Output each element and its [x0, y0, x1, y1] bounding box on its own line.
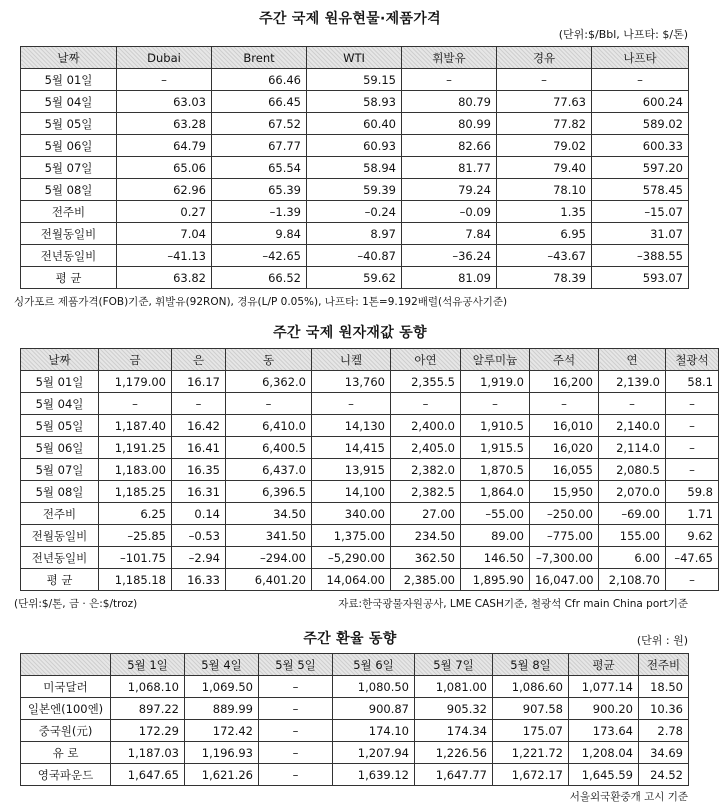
fx-row-label: 중국원(元)	[21, 720, 111, 742]
oil-table-cell: 66.46	[212, 69, 307, 91]
oil-table-cell: 81.77	[402, 157, 497, 179]
oil-table-cell: 600.24	[592, 91, 689, 113]
fx-header-cell: 5월 8일	[493, 654, 569, 676]
oil-table-cell: 7.04	[117, 223, 212, 245]
metal-table-row	[21, 415, 719, 437]
fx-table-cell: 1,645.59	[569, 764, 639, 786]
oil-table-cell: 589.02	[592, 113, 689, 135]
metal-table-cell: –	[666, 437, 719, 459]
oil-table-cell: 593.07	[592, 267, 689, 289]
metal-table-row	[21, 503, 719, 525]
oil-table-cell: –41.13	[117, 245, 212, 267]
metal-table-cell: 2,108.70	[599, 569, 666, 591]
oil-footnote: 싱가포르 제품가격(FOB)기준, 휘발유(92RON), 경유(L/P 0.05%), 나프타: 1톤=9.192배럴(석유공사기준)	[14, 296, 508, 308]
oil-header-row	[21, 47, 689, 69]
fx-header-cell	[21, 654, 111, 676]
oil-row-label: 전년동일비	[21, 245, 117, 267]
metal-table-cell: –294.00	[226, 547, 312, 569]
fx-header-cell: 평균	[569, 654, 639, 676]
fx-header-cell: 5월 4일	[185, 654, 259, 676]
metal-table-cell: –	[666, 393, 719, 415]
metal-table-cell: 6,362.0	[226, 371, 312, 393]
fx-table-cell: 24.52	[639, 764, 689, 786]
oil-row-label: 전주비	[21, 201, 117, 223]
metal-table-cell: 1,919.0	[461, 371, 530, 393]
fx-table-cell: 1,196.93	[185, 742, 259, 764]
oil-table-cell: 66.45	[212, 91, 307, 113]
fx-table-cell: 1,221.72	[493, 742, 569, 764]
metal-table-cell: –250.00	[530, 503, 599, 525]
oil-table-cell: 63.03	[117, 91, 212, 113]
metal-header-row	[21, 349, 719, 371]
metal-table-cell: –	[391, 393, 461, 415]
oil-table-cell: 65.06	[117, 157, 212, 179]
oil-row-label: 5월 05일	[21, 113, 117, 135]
metal-table-cell: 2,139.0	[599, 371, 666, 393]
metal-table-cell: 16,010	[530, 415, 599, 437]
metal-header-cell: 은	[172, 349, 226, 371]
oil-table-cell: 66.52	[212, 267, 307, 289]
metal-table-cell: –	[666, 415, 719, 437]
metal-row-label: 5월 06일	[21, 437, 99, 459]
metal-price-table	[20, 348, 719, 591]
fx-table-cell: 174.34	[415, 720, 493, 742]
fx-table-cell: 2.78	[639, 720, 689, 742]
oil-table-row	[21, 91, 689, 113]
oil-table-cell: 80.99	[402, 113, 497, 135]
oil-table-cell: –388.55	[592, 245, 689, 267]
metal-table-cell: 16,200	[530, 371, 599, 393]
metal-row-label: 전월동일비	[21, 525, 99, 547]
oil-table-cell: 8.97	[307, 223, 402, 245]
metal-row-label: 5월 07일	[21, 459, 99, 481]
oil-table-cell: 78.10	[497, 179, 592, 201]
metal-table-cell: 14,130	[312, 415, 391, 437]
metal-row-label: 5월 04일	[21, 393, 99, 415]
metal-header-cell: 동	[226, 349, 312, 371]
fx-table-cell: 900.87	[333, 698, 415, 720]
fx-table-cell: 1,672.17	[493, 764, 569, 786]
oil-table-cell: 65.54	[212, 157, 307, 179]
oil-table-cell: 58.93	[307, 91, 402, 113]
fx-table-cell: –	[259, 676, 333, 698]
metal-table-cell: –	[172, 393, 226, 415]
metal-table-cell: –55.00	[461, 503, 530, 525]
metal-table-cell: 234.50	[391, 525, 461, 547]
fx-table-row	[21, 676, 689, 698]
oil-row-label: 5월 04일	[21, 91, 117, 113]
oil-table-cell: –15.07	[592, 201, 689, 223]
metal-table-cell: –25.85	[99, 525, 172, 547]
oil-table-row	[21, 201, 689, 223]
metal-table-cell: 1,910.5	[461, 415, 530, 437]
fx-table-cell: –	[259, 698, 333, 720]
metal-table-cell: 2,405.0	[391, 437, 461, 459]
metal-table-cell: 1,915.5	[461, 437, 530, 459]
oil-row-label: 5월 06일	[21, 135, 117, 157]
metal-header-cell: 철광석	[666, 349, 719, 371]
fx-table-cell: 1,226.56	[415, 742, 493, 764]
metal-table-cell: 2,382.0	[391, 459, 461, 481]
fx-unit-label: (단위 : 원)	[636, 634, 688, 647]
oil-table-row	[21, 179, 689, 201]
metal-row-label: 전년동일비	[21, 547, 99, 569]
oil-table-row	[21, 223, 689, 245]
metal-table-cell: 1,185.25	[99, 481, 172, 503]
oil-row-label: 5월 08일	[21, 179, 117, 201]
oil-table-cell: 67.52	[212, 113, 307, 135]
oil-section-title: 주간 국제 원유현물·제품가격	[259, 11, 441, 27]
fx-table-cell: –	[259, 720, 333, 742]
metal-table-cell: 340.00	[312, 503, 391, 525]
oil-table-cell: 77.63	[497, 91, 592, 113]
oil-header-cell: Dubai	[117, 47, 212, 69]
fx-table-cell: 1,647.65	[111, 764, 185, 786]
fx-table-cell: 173.64	[569, 720, 639, 742]
metal-table-cell: 2,382.5	[391, 481, 461, 503]
fx-row-label: 유 로	[21, 742, 111, 764]
oil-header-cell: WTI	[307, 47, 402, 69]
oil-table-cell: –1.39	[212, 201, 307, 223]
metal-table-cell: 2,400.0	[391, 415, 461, 437]
oil-table-cell: 578.45	[592, 179, 689, 201]
metal-table-cell: 362.50	[391, 547, 461, 569]
metal-table-cell: 6,437.0	[226, 459, 312, 481]
metal-table-cell: 14,064.00	[312, 569, 391, 591]
oil-unit-label: (단위:$/Bbl, 나프타: $/톤)	[558, 28, 688, 41]
fx-table-row	[21, 698, 689, 720]
oil-table-row	[21, 135, 689, 157]
fx-table-cell: 905.32	[415, 698, 493, 720]
metal-table-cell: 16.42	[172, 415, 226, 437]
metal-table-cell: 1,187.40	[99, 415, 172, 437]
fx-table-cell: 907.58	[493, 698, 569, 720]
metal-table-row	[21, 525, 719, 547]
fx-table-cell: 1,069.50	[185, 676, 259, 698]
metal-table-cell: –775.00	[530, 525, 599, 547]
oil-table-cell: 62.96	[117, 179, 212, 201]
metal-row-label: 5월 01일	[21, 371, 99, 393]
metal-table-cell: 1.71	[666, 503, 719, 525]
oil-table-cell: 79.24	[402, 179, 497, 201]
oil-table-cell: 65.39	[212, 179, 307, 201]
metal-row-label: 5월 05일	[21, 415, 99, 437]
fx-table-cell: 1,080.50	[333, 676, 415, 698]
oil-table-cell: –43.67	[497, 245, 592, 267]
metal-header-cell: 주석	[530, 349, 599, 371]
fx-table-cell: 174.10	[333, 720, 415, 742]
oil-table-cell: 59.15	[307, 69, 402, 91]
metal-table-cell: –	[666, 569, 719, 591]
metal-header-cell: 날짜	[21, 349, 99, 371]
oil-table-cell: 81.09	[402, 267, 497, 289]
metal-table-cell: 2,080.5	[599, 459, 666, 481]
metal-table-cell: 2,070.0	[599, 481, 666, 503]
oil-table-cell: 79.40	[497, 157, 592, 179]
metal-table-cell: 9.62	[666, 525, 719, 547]
oil-header-cell: 나프타	[592, 47, 689, 69]
oil-table-cell: 6.95	[497, 223, 592, 245]
metal-table-cell: 2,140.0	[599, 415, 666, 437]
metal-table-cell: 16.41	[172, 437, 226, 459]
metal-table-cell: –101.75	[99, 547, 172, 569]
metal-table-cell: –	[99, 393, 172, 415]
fx-table-cell: –	[259, 764, 333, 786]
metal-table-cell: 16.33	[172, 569, 226, 591]
oil-table-cell: –36.24	[402, 245, 497, 267]
metal-table-cell: 34.50	[226, 503, 312, 525]
metal-table-cell: 16,047.00	[530, 569, 599, 591]
metal-table-cell: 59.8	[666, 481, 719, 503]
oil-table-row	[21, 69, 689, 91]
fx-header-cell: 5월 6일	[333, 654, 415, 676]
fx-table-cell: 1,068.10	[111, 676, 185, 698]
fx-table-cell: 1,207.94	[333, 742, 415, 764]
fx-table-cell: 1,621.26	[185, 764, 259, 786]
fx-table-cell: 18.50	[639, 676, 689, 698]
metal-table-cell: 146.50	[461, 547, 530, 569]
metal-table-row	[21, 459, 719, 481]
metal-table-cell: 0.14	[172, 503, 226, 525]
fx-table-cell: 172.42	[185, 720, 259, 742]
metal-table-row	[21, 437, 719, 459]
oil-row-label: 5월 01일	[21, 69, 117, 91]
oil-table-row	[21, 113, 689, 135]
oil-table-cell: –42.65	[212, 245, 307, 267]
metal-table-cell: 6,401.20	[226, 569, 312, 591]
oil-table-row	[21, 245, 689, 267]
fx-table-cell: 1,647.77	[415, 764, 493, 786]
oil-header-cell: 날짜	[21, 47, 117, 69]
metal-header-cell: 금	[99, 349, 172, 371]
metal-table-cell: 16,055	[530, 459, 599, 481]
oil-table-cell: 60.93	[307, 135, 402, 157]
fx-table-cell: 897.22	[111, 698, 185, 720]
fx-table-cell: 1,187.03	[111, 742, 185, 764]
metal-table-cell: –	[312, 393, 391, 415]
fx-section-title: 주간 환율 동향	[303, 631, 397, 647]
metal-table-cell: –2.94	[172, 547, 226, 569]
fx-table-row	[21, 742, 689, 764]
metal-header-cell: 알루미늄	[461, 349, 530, 371]
metal-header-cell: 니켈	[312, 349, 391, 371]
metal-row-label: 전주비	[21, 503, 99, 525]
oil-table-cell: 59.62	[307, 267, 402, 289]
metal-table-cell: 2,114.0	[599, 437, 666, 459]
fx-table-cell: 1,077.14	[569, 676, 639, 698]
metal-table-cell: 1,895.90	[461, 569, 530, 591]
oil-table-cell: 60.40	[307, 113, 402, 135]
oil-table-cell: 64.79	[117, 135, 212, 157]
metal-table-cell: –	[599, 393, 666, 415]
oil-table-cell: 78.39	[497, 267, 592, 289]
fx-table-cell: –	[259, 742, 333, 764]
metal-table-row	[21, 371, 719, 393]
fx-row-label: 미국달러	[21, 676, 111, 698]
metal-table-cell: 58.1	[666, 371, 719, 393]
metal-source-note: 자료:한국광물자원공사, LME CASH기준, 철광석 Cfr main China port기준	[338, 598, 688, 610]
metal-table-cell: 13,760	[312, 371, 391, 393]
metal-table-cell: 16,020	[530, 437, 599, 459]
fx-table-cell: 34.69	[639, 742, 689, 764]
fx-table-cell: 1,086.60	[493, 676, 569, 698]
oil-table-cell: 82.66	[402, 135, 497, 157]
metal-table-cell: 2,355.5	[391, 371, 461, 393]
fx-table-cell: 10.36	[639, 698, 689, 720]
metal-table-cell: 14,100	[312, 481, 391, 503]
metal-row-label: 평 균	[21, 569, 99, 591]
fx-header-cell: 5월 1일	[111, 654, 185, 676]
oil-table-cell: –0.09	[402, 201, 497, 223]
metal-table-cell: 13,915	[312, 459, 391, 481]
metal-section-title: 주간 국제 원자재값 동향	[273, 325, 427, 341]
metal-table-cell: 1,375.00	[312, 525, 391, 547]
fx-row-label: 일본엔(100엔)	[21, 698, 111, 720]
oil-table-cell: 77.82	[497, 113, 592, 135]
metal-table-cell: –	[461, 393, 530, 415]
oil-table-cell: 31.07	[592, 223, 689, 245]
fx-table-cell: 900.20	[569, 698, 639, 720]
oil-table-cell: 58.94	[307, 157, 402, 179]
metal-table-cell: 1,191.25	[99, 437, 172, 459]
metal-table-cell: 6,396.5	[226, 481, 312, 503]
fx-header-row	[21, 654, 689, 676]
fx-rate-table	[20, 653, 689, 786]
oil-table-cell: 0.27	[117, 201, 212, 223]
oil-price-table	[20, 46, 689, 289]
metal-header-cell: 연	[599, 349, 666, 371]
oil-table-cell: 63.82	[117, 267, 212, 289]
metal-table-cell: 6.00	[599, 547, 666, 569]
fx-table-cell: 1,208.04	[569, 742, 639, 764]
oil-table-row	[21, 267, 689, 289]
fx-table-cell: 1,639.12	[333, 764, 415, 786]
fx-header-cell: 5월 7일	[415, 654, 493, 676]
fx-table-cell: 889.99	[185, 698, 259, 720]
oil-table-cell: –	[497, 69, 592, 91]
oil-header-cell: 휘발유	[402, 47, 497, 69]
metal-table-row	[21, 481, 719, 503]
oil-row-label: 5월 07일	[21, 157, 117, 179]
fx-table-cell: 1,081.00	[415, 676, 493, 698]
metal-unit-note: (단위:$/톤, 금 · 은:$/troz)	[14, 598, 138, 610]
metal-table-cell: 155.00	[599, 525, 666, 547]
metal-table-cell: 1,185.18	[99, 569, 172, 591]
metal-table-cell: 6,410.0	[226, 415, 312, 437]
fx-source-note: 서울외국환중개 고시 기준	[569, 791, 688, 803]
oil-table-cell: –	[402, 69, 497, 91]
metal-table-cell: 16.35	[172, 459, 226, 481]
oil-table-cell: 600.33	[592, 135, 689, 157]
metal-table-cell: –5,290.00	[312, 547, 391, 569]
metal-table-cell: 1,870.5	[461, 459, 530, 481]
fx-table-row	[21, 720, 689, 742]
metal-header-cell: 아연	[391, 349, 461, 371]
oil-table-row	[21, 157, 689, 179]
metal-table-cell: 1,864.0	[461, 481, 530, 503]
oil-table-cell: 7.84	[402, 223, 497, 245]
fx-header-cell: 전주비	[639, 654, 689, 676]
metal-table-cell: 27.00	[391, 503, 461, 525]
metal-table-cell: –	[530, 393, 599, 415]
metal-table-cell: 16.17	[172, 371, 226, 393]
metal-table-cell: 341.50	[226, 525, 312, 547]
metal-table-cell: 14,415	[312, 437, 391, 459]
metal-table-cell: 6.25	[99, 503, 172, 525]
fx-header-cell: 5월 5일	[259, 654, 333, 676]
fx-row-label: 영국파운드	[21, 764, 111, 786]
metal-table-cell: 1,183.00	[99, 459, 172, 481]
metal-table-cell: –0.53	[172, 525, 226, 547]
metal-table-cell: –	[666, 459, 719, 481]
oil-table-cell: 79.02	[497, 135, 592, 157]
oil-table-cell: –	[117, 69, 212, 91]
oil-table-cell: 597.20	[592, 157, 689, 179]
oil-table-cell: –	[592, 69, 689, 91]
metal-table-cell: –47.65	[666, 547, 719, 569]
fx-table-cell: 175.07	[493, 720, 569, 742]
metal-table-cell: –	[226, 393, 312, 415]
oil-table-cell: 1.35	[497, 201, 592, 223]
metal-table-cell: 15,950	[530, 481, 599, 503]
oil-table-cell: –40.87	[307, 245, 402, 267]
oil-table-cell: 63.28	[117, 113, 212, 135]
metal-table-cell: 89.00	[461, 525, 530, 547]
fx-table-cell: 172.29	[111, 720, 185, 742]
metal-table-row	[21, 393, 719, 415]
oil-table-cell: 67.77	[212, 135, 307, 157]
oil-table-cell: –0.24	[307, 201, 402, 223]
oil-header-cell: 경유	[497, 47, 592, 69]
metal-table-cell: 6,400.5	[226, 437, 312, 459]
oil-table-cell: 59.39	[307, 179, 402, 201]
oil-row-label: 평 균	[21, 267, 117, 289]
metal-table-cell: 1,179.00	[99, 371, 172, 393]
metal-table-cell: 16.31	[172, 481, 226, 503]
metal-table-row	[21, 569, 719, 591]
metal-table-cell: 2,385.00	[391, 569, 461, 591]
metal-table-row	[21, 547, 719, 569]
metal-table-cell: –69.00	[599, 503, 666, 525]
oil-table-cell: 9.84	[212, 223, 307, 245]
metal-table-cell: –7,300.00	[530, 547, 599, 569]
oil-row-label: 전월동일비	[21, 223, 117, 245]
oil-header-cell: Brent	[212, 47, 307, 69]
oil-table-cell: 80.79	[402, 91, 497, 113]
metal-row-label: 5월 08일	[21, 481, 99, 503]
fx-table-row	[21, 764, 689, 786]
